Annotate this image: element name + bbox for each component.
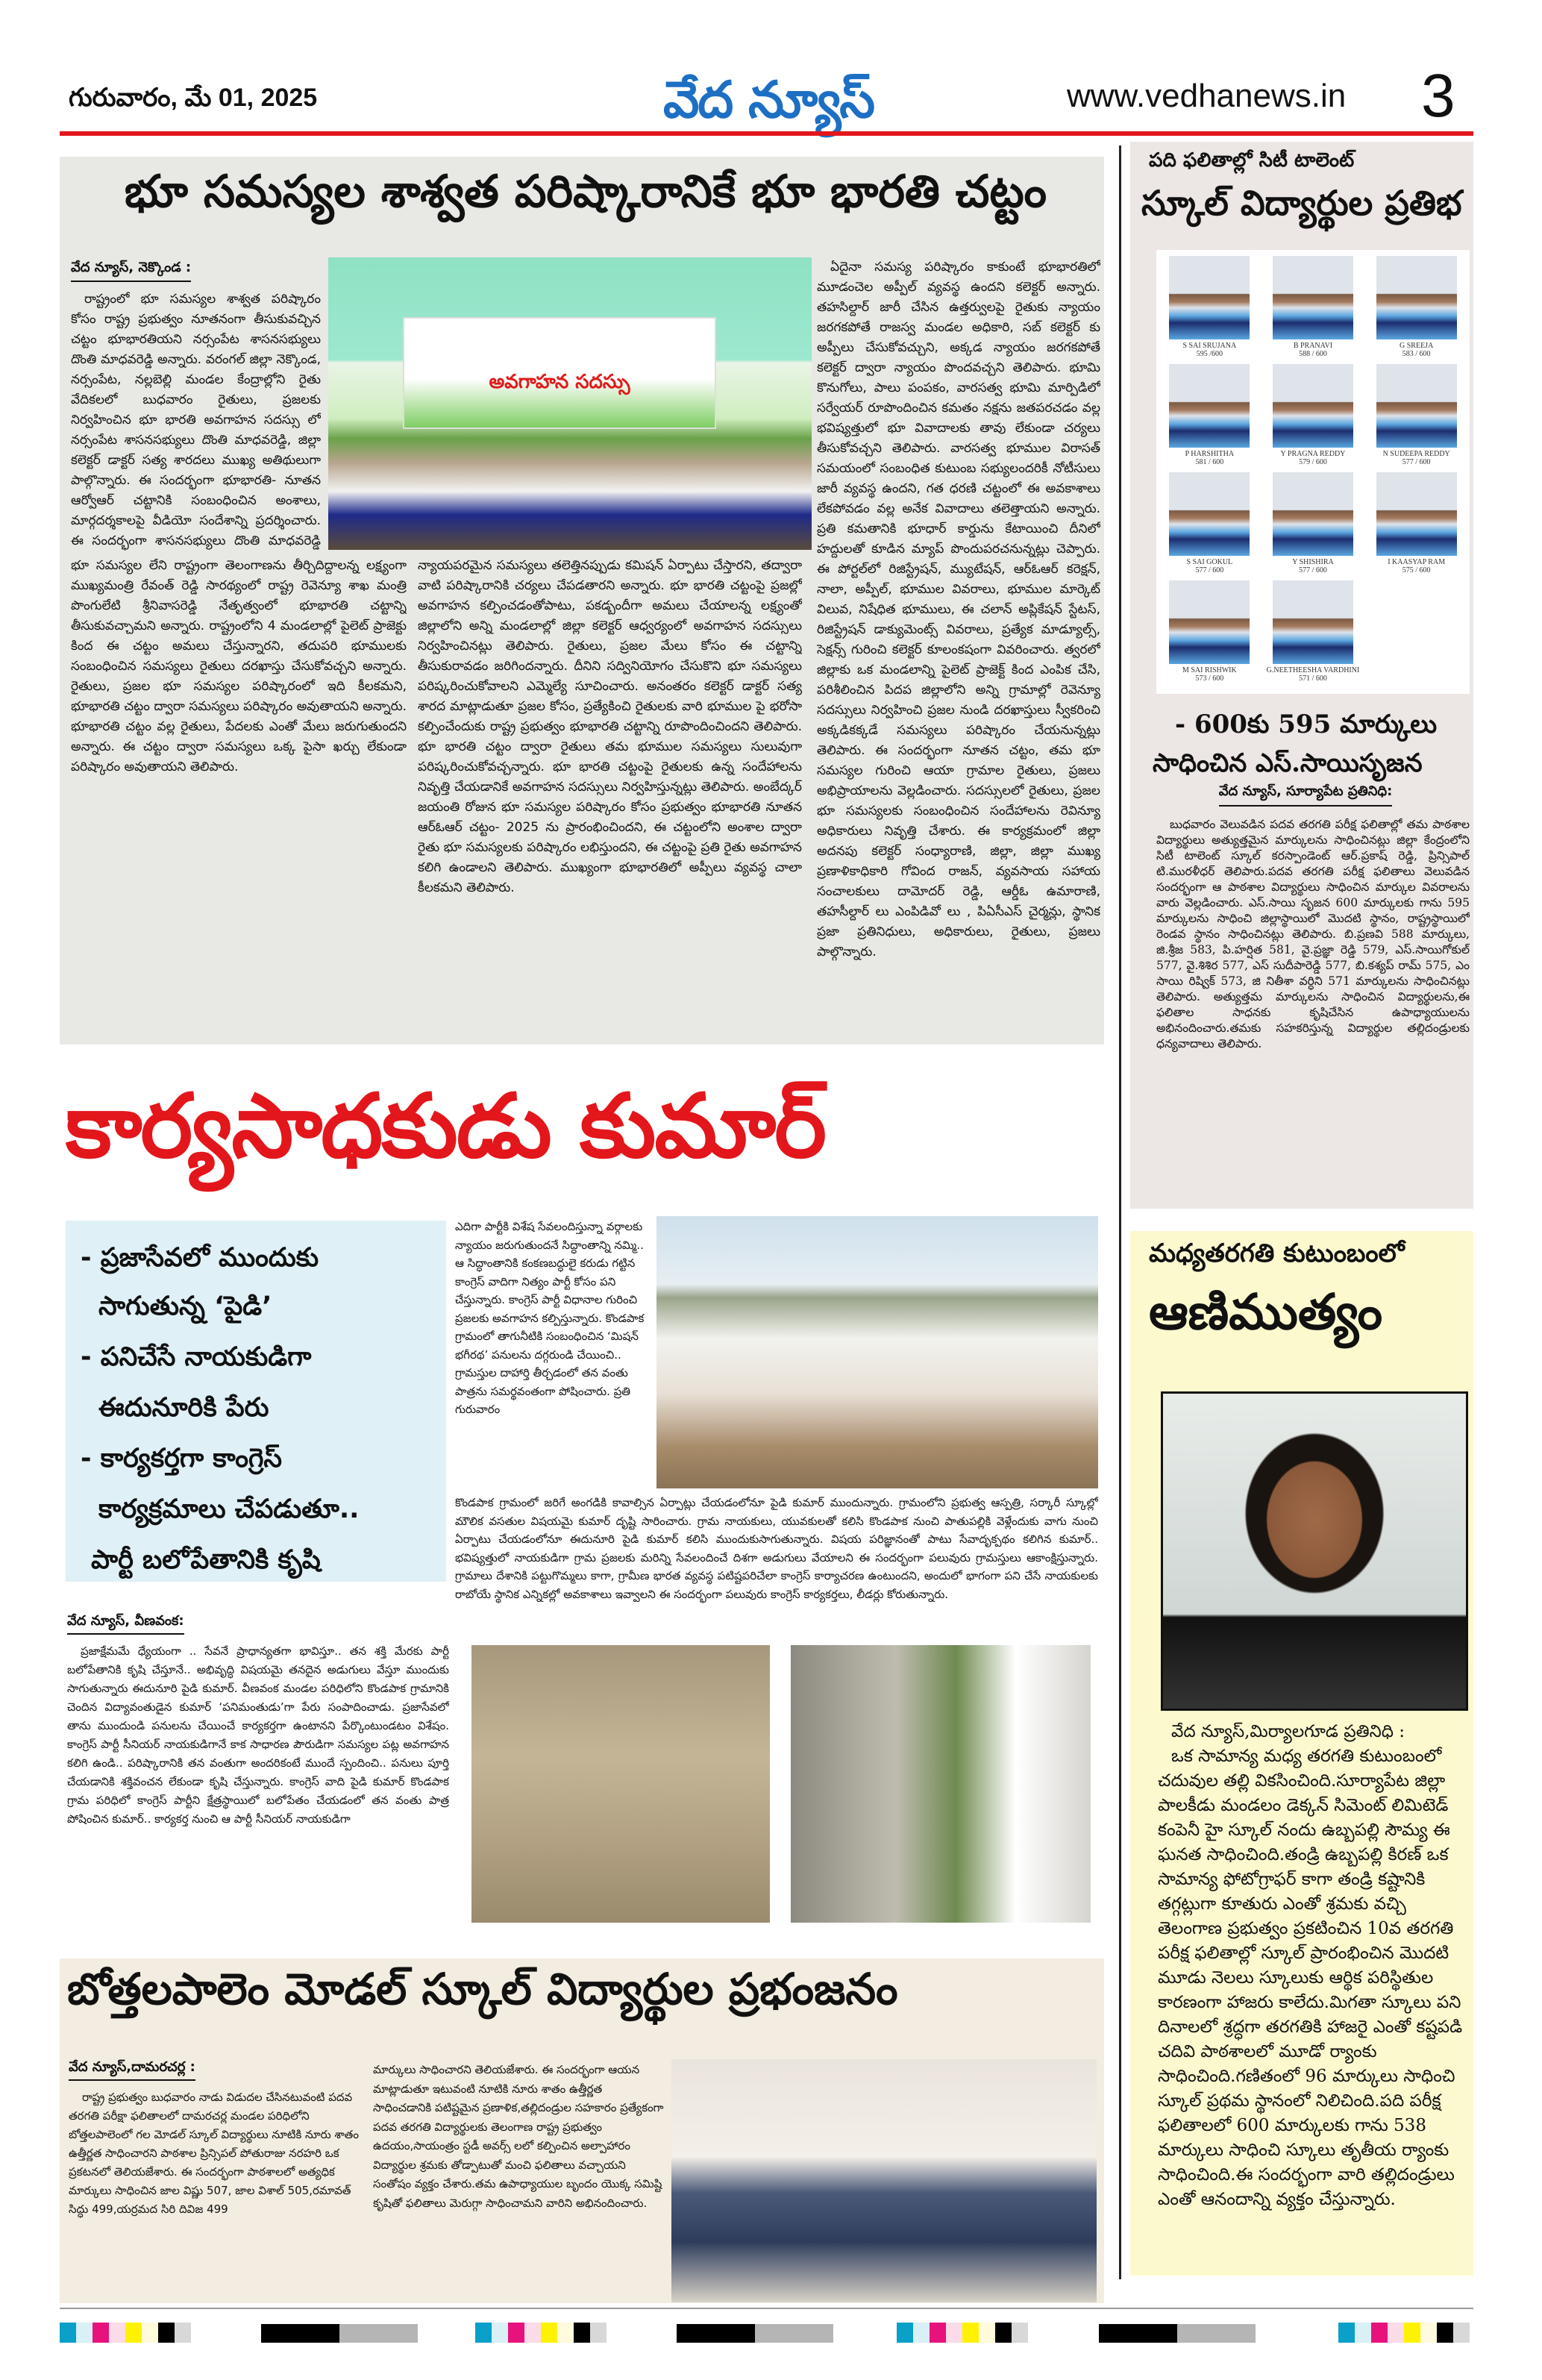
student-photo xyxy=(1273,472,1353,556)
student-score: 588 / 600 xyxy=(1299,350,1327,358)
student-card xyxy=(1161,256,1259,364)
subhead-line-1: - 600కు 595 మార్కులు xyxy=(1175,710,1438,739)
student-score: 579 / 600 xyxy=(1299,458,1327,466)
color-registration-bar xyxy=(897,2323,1028,2343)
student-score: 571 / 600 xyxy=(1299,674,1327,683)
bottom-article-col1-text: రాష్ట్ర ప్రభుత్వం బుధవారం నాడు విడుదల చేసినటువంటి పదవ తరగతి పరీక్షా ఫలితాలలో దామరచర్ల మండల పరిధిలోని బోత్తలపాలెంలో గల మోడల్ స్కూల్ విద్యార్థులు నూటికి నూరు శాతం ఉత్తీర్ణత సాధించారని పాఠశాల ప్రిన్సిపల్ పోతురాజు నరహరి ఒక ప్రకటనలో తెలియజేశారు. ఈ సందర్భంగా పాఠశాలలో అత్యధిక మార్కులు సాధించిన జాల విష్ణు 507, జాల విశాల్ 505,రమావత్ సిద్ధు 499,యర్రమద సిరి దివిజ 499 xyxy=(69,2091,359,2216)
student-card xyxy=(1264,472,1362,580)
top-article-col3 xyxy=(817,257,1100,1018)
student-score: 575 / 600 xyxy=(1402,566,1431,574)
density-bar xyxy=(677,2324,833,2343)
student-name: Y SHISHIRA xyxy=(1292,558,1334,566)
student-photo xyxy=(1169,256,1250,339)
student-photo xyxy=(1169,364,1250,448)
student-photo xyxy=(1273,256,1353,339)
student-name: N SUDEEPA REDDY xyxy=(1382,450,1450,458)
kumar-water-tank-photo xyxy=(791,1645,1091,1923)
school-results-byline: వేద న్యూస్, సూర్యాపేట ప్రతినిధి: xyxy=(1219,783,1393,807)
student-score: 573 / 600 xyxy=(1195,674,1224,683)
student-portrait-photo xyxy=(1161,1391,1468,1711)
top-article-col2 xyxy=(418,556,802,1018)
highlight-line: - పనిచేసే నాయకుడిగా xyxy=(81,1342,312,1372)
student-name: S SAI GOKUL xyxy=(1186,558,1233,566)
top-article-headline: భూ సమస్యల శాశ్వత పరిష్కారానికే భూ భారతి చట్టం xyxy=(124,166,1047,218)
density-bar xyxy=(1099,2324,1256,2343)
kumar-col1 xyxy=(67,1612,449,1925)
school-results-headline: స్కూల్ విద్యార్థుల ప్రతిభ xyxy=(1141,183,1462,223)
student-score: 581 / 600 xyxy=(1195,458,1224,466)
student-score: 595 /600 xyxy=(1196,350,1223,358)
highlight-line: - కార్యకర్తగా కాంగ్రెస్ xyxy=(81,1444,282,1474)
bottom-article-byline: వేద న్యూస్,దామరచర్ల : xyxy=(69,2058,195,2081)
student-card xyxy=(1367,364,1465,472)
color-registration-bar xyxy=(1338,2323,1470,2343)
student-name: Y PRAGNA REDDY xyxy=(1280,450,1346,458)
color-registration-bar xyxy=(60,2323,191,2343)
school-results-byline-wrap xyxy=(1149,783,1462,814)
student-score: 577 / 600 xyxy=(1299,566,1327,574)
column-divider xyxy=(1119,145,1121,2279)
student-score: 577 / 600 xyxy=(1402,458,1431,466)
student-profile-byline: వేద న్యూస్,మిర్యాలగూడ ప్రతినిధి : xyxy=(1171,1722,1405,1741)
student-score: 583 / 600 xyxy=(1402,350,1431,358)
bottom-article-col1 xyxy=(69,2058,361,2296)
student-profile-text: ఒక సామాన్య మధ్య తరగతి కుటుంబంలో చదువుల తల్లి వికసించింది.సూర్యాపేట జిల్లా పాలకీడు మండలం డెక్కన్ సిమెంట్ లిమిటెడ్ కంపెనీ హై స్కూల్ నందు ఉబ్బపల్లి సౌమ్య ఈ ఘనత సాధించింది.తండ్రి ఉబ్బపల్లి కిరణ్ ఒక సామాన్య ఫోటోగ్రాఫర్ కాగా తండ్రి కష్టానికి తగ్గట్లుగా కూతురు ఎంతో శ్రమకు వచ్చి తెలంగాణ ప్రభుత్వం ప్రకటించిన 10వ తరగతి పరీక్ష ఫలితాల్లో స్కూల్ ప్రారంభించిన మొదటి మూడు నెలలు స్కూలుకు ఆర్థిక పరిస్థితుల కారణంగా హాజరు కాలేదు.మిగతా స్కూలు పని దినాలలో శ్రద్ధగా తరగతికి హాజరై ఎంతో కష్టపడి చదివి పాఠశాలలో మూడో ర్యాంకు సాధించింది.గణితంలో 96 మార్కులు సాధించి స్కూల్ ప్రథమ స్థానంలో నిలిచింది.పది పరీక్ష ఫలితాలలో 600 మార్కులకు గాను 538 మార్కులు సాధించి స్కూలు తృతీయ ర్యాంకు సాధించింది.ఈ సందర్భంగా వారి తల్లిదండ్రులు ఎంతో ఆనందాన్ని వ్యక్తం చేస్తున్నారు. xyxy=(1158,1747,1463,2209)
kumar-col2-text: ఎదిగా పార్టీకి విశేష సేవలందిస్తున్నా వర్గాలకు న్యాయం జరుగుతుందనే సిద్ధాంతాన్ని నమ్మి.. ఆ సిద్ధాంతానికి కంకణబద్ధులై కరుడు గట్టిన కాంగ్రెస్ వాదిగా నిత్యం పార్టీ కోసం పని చేస్తున్నారు. కాంగ్రెస్ పార్టీ విధానాల గురించి ప్రజలకు అవగాహన కల్పిస్తున్నారు. కొండపాక గ్రామంలో తాగునీటికి సంబంధించిన ‘మిషన్ భగీరథ’ పనులను దగ్గరుండి చేయించి.. గ్రామస్తుల దాహార్తి తీర్చడంలో తన వంతు పాత్రను సమర్థవంతంగా పోషించారు. ప్రతి గురువారం xyxy=(455,1220,645,1416)
student-card xyxy=(1161,580,1259,689)
highlight-line: కార్యక్రమాలు చేపడుతూ.. xyxy=(98,1494,360,1524)
issue-date: గురువారం, మే 01, 2025 xyxy=(69,84,318,112)
top-article-col3-text: ఏదైనా సమస్య పరిష్కారం కాకుంటే భూభారతిలో మూడంచెల అప్పీల్ వ్యవస్థ ఉందని కలెక్టర్ అన్నారు. తహసిల్దార్ జారీ చేసిన ఉత్తర్వులపై రైతుకు న్యాయం జరగకపోతే రాజస్వ మండల అధికారి, సబ్ కలెక్టర్ కు అప్పీలు చేసుకోవచ్చుని, అక్కడ న్యాయం జరగకపోతే కలెక్టర్ ద్వారా న్యాయం పొందవచ్చని తెలిపారు. భూమి కొనుగోలు, పాలు పంపకం, వారసత్వ భూమి మార్పిడిలో సర్వేయర్ రూపొందించిన కమతం నక్షను జతపరచడం వల్ల భవిష్యత్తులో భూ వివాదాలకు తావు లేకుండా చర్యలు తీసుకోవచ్చని తెలిపారు. వారసత్వ భూముల విరాసత్ సమయంలో సంబంధిత కుటుంబ సభ్యులందరికీ నోటీసులు జారీ వ్యవస్థ ఉందని, గత ధరణి చట్టంలో ఈ అవకాశాలు లేకపోవడం వల్ల అనేక వివాదాలు తలెత్తాయని అన్నారు. ప్రతి కమతానికి భూధార్ కార్డును కేటాయించి దీనిలో హద్దులతో కూడిన మ్యాప్ పొందుపరచనున్నట్లు చెప్పారు. ఈ పోర్టల్‌లో రిజిస్ట్రేషన్, మ్యుటేషన్, ఆర్ఓఆర్ కరెక్షన్, నాలా, అప్పీల్, భూముల వివరాలు, భూముల మార్కెట్ విలువ, నిషేధిత భూములు, ఈ చలాన్ అప్లికేషన్ స్టేటస్, రిజిస్ట్రేషన్ డాక్యుమెంట్స్ వివరాలు, ప్రత్యేక మాడ్యూల్స్, సెక్షన్స్ గురించి కలెక్టర్ కూలంకషంగా వివరించారు. త్వరలో జిల్లాకు ఒక మండలాన్ని పైలెట్ ప్రాజెక్ట్ కింద ఎంపిక చేసి, పరిశీలించిన పిదప జిల్లాలోని అన్ని గ్రామాల్లో రెవెన్యూ సదస్సులు నిర్వహించి ప్రజల నుండి దరఖాస్తులు స్వీకరించి అక్కడికక్కడే సమస్యలు పరిష్కారం చేయనున్నట్లు తెలిపారు. ఈ సందర్భంగా నూతన చట్టం, తమ భూ సమస్యల గురించి ఆయా గ్రామాల రైతులు, ప్రజలు అభిప్రాయాలను వెల్లడించారు. సదస్సులలో రైతులు, ప్రజల భూ సమస్యలకు సంబంధించిన సందేహాలను రెవిన్యూ అధికారులు నివృత్తి చేశారు. ఈ కార్యక్రమంలో జిల్లా అదనపు కలెక్టర్ సంధ్యారాణి, జిల్లా, జిల్లా ముఖ్య ప్రణాళికాధికారి గోవింద రాజన్, వ్యవసాయ సహాయ సంచాలకులు దామోదర్ రెడ్డి, ఆర్డీఓ ఉమారాణి, తహసీల్దార్ లు ఎంపిడివో లు , పిఏసీఎస్ చైర్మన్లు, స్థానిక ప్రజా ప్రతినిధులు, అధికారులు, రైతులు, ప్రజలు పాల్గొన్నారు. xyxy=(817,260,1100,959)
highlight-line: పార్టీ బలోపేతానికి కృషి xyxy=(91,1545,321,1575)
school-results-kicker: పది ఫలితాల్లో సిటీ టాలెంట్ xyxy=(1149,149,1355,172)
school-results-text: బుధవారం వెలువడిన పదవ తరగతి పరీక్ష ఫలితాల్లో తమ పాఠశాల విద్యార్థులు అత్యుత్తమైన మార్కులను సాధించినట్లు జిల్లా కేంద్రంలోని సిటీ టాలెంట్ స్కూల్ కరస్పాండెంట్ ఆర్.ప్రకాష్ రెడ్డి, ప్రిన్సిపాల్ టి.మురళీధర్ తెలిపారు.పదవ తరగతి పరీక్ష ఫలితాలు వెలువడిన సందర్భంగా ఆ పాఠశాల విద్యార్థులు సాధించిన మార్కుల వివరాలను వారు వెల్లడించారు. ఎస్.సాయి సృజన 600 మార్కులకు గాను 595 మార్కులను సాధించి జిల్లాస్థాయిలో మొదటి స్థానం, రాష్ట్రస్థాయిలో రెండవ స్థానం సాధించినట్లు తెలిపారు. బి.ప్రణవి 588 మార్కులు, జి.శ్రీజ 583, పి.హర్షిత 581, వై.ప్రజ్ఞా రెడ్డి 579, ఎస్.సాయిగోకుల్ 577, వై.శిశిర 577, ఎస్ సుదీపారెడ్డి 577, బి.కశ్యప్ రామ్ 575, ఎం సాయి రిష్విక్ 573, జి నితీశా వర్ధిని 571 మార్కులను సాధించినట్లు తెలిపారు. అత్యుత్తమ మార్కులను సాధించిన విద్యార్థులను,ఈ ఫలితాల సాధనకు కృషిచేసిన ఉపాధ్యాయులను అభినందించారు.తమకు సహకరిస్తున్న విద్యార్థుల తల్లిదండ్రులకు ధన్యవాదాలు తెలిపారు. xyxy=(1156,818,1470,1050)
bottom-article-col2 xyxy=(373,2061,664,2299)
school-results-subhead xyxy=(1153,705,1466,783)
highlight-line: సాగుతున్న ‘పైడి’ xyxy=(98,1291,272,1321)
bottom-article-col2-text: మార్కులు సాధించారని తెలియజేశారు. ఈ సందర్భంగా ఆయన మాట్లాడుతూ ఇటువంటి నూటికి నూరు శాతం ఉత్తీర్ణత సాధించడానికి పటిష్టమైన ప్రణాళిక,తల్లిదండ్రుల సహకారం ప్రత్యేకంగా పదవ తరగతి విద్యార్థులకు తెలంగాణ రాష్ట్ర ప్రభుత్వం ఉదయం,సాయంత్రం స్టడీ అవర్స్ లలో కల్పించిన అల్పాహారం విద్యార్థుల శ్రమకు తోడ్పాటుతో మంచి ఫలితాలు వచ్చాయని సంతోషం వ్యక్తం చేశారు.తమ ఉపాధ్యాయుల బృందం యొక్క సమిష్టి కృషితో ఫలితాలు మెరుగ్గా సాధించామని వారిని అభినందించారు. xyxy=(373,2063,664,2210)
student-card xyxy=(1161,472,1259,580)
kumar-headline: కార్యసాధకుడు కుమార్ xyxy=(66,1074,826,1177)
student-name: G.NEETHEESHA VARDHINI xyxy=(1266,666,1360,674)
bottom-article-headline: బోత్తలపాలెం మోడల్ స్కూల్ విద్యార్థుల ప్రభంజనం xyxy=(67,1964,898,2014)
student-photo xyxy=(1169,580,1250,664)
kumar-col2 xyxy=(455,1218,651,1494)
student-profile-headline: ఆణిముత్యం xyxy=(1149,1283,1383,1341)
top-article-byline: వేద న్యూస్, నెక్కొండ : xyxy=(71,257,191,282)
kumar-highlights-box xyxy=(66,1221,446,1582)
student-photo xyxy=(1169,472,1250,556)
page-number: 3 xyxy=(1421,62,1455,130)
student-card xyxy=(1367,472,1465,580)
kumar-col1-text: ప్రజాక్షేమమే ధ్యేయంగా .. సేవనే ప్రాధాన్యతగా భావిస్తూ.. తన శక్తి మేరకు పార్టీ బలోపేతానికి కృషి చేస్తూనే.. అభివృద్ధి విషయమై తనదైన అడుగులు వేస్తూ ముందుకు సాగుతున్నారు ఈదునూరి పైడి కుమార్. వీణవంక మండల పరిధిలోని కొండపాక గ్రామానికి చెందిన విద్యావంతుడైన కుమార్ ‘పనిమంతుడు’గా పేరు సంపాదించాడు. ప్రజాసేవలో తాను ముందుండి పనులను చేయించే కార్యకర్తగా ఉంటానని పేర్కొంటుండటం విశేషం. కాంగ్రెస్ పార్టీ సీనియర్ నాయకుడిగానే కాక సాధారణ పౌరుడిగా సమస్యల పట్ల అవగాహన కలిగి ఉండి.. పరిష్కారానికి తన వంతుగా అందరికంటే ముందే స్పందించి.. పనులు పూర్తి చేయడానికి శక్తివంచన లేకుండా కృషి చేస్తున్నారు. కాంగ్రెస్ వాది పైడి కుమార్ కొండపాక గ్రామ పరిధిలో కాంగ్రెస్ పార్టీని క్షేత్రస్థాయిలో బలోపేతం చేయడంలో తన వంతు పాత్ర పోషించిన కుమార్.. కార్యకర్త నుంచి ఆ పార్టీ సీనియర్ నాయకుడిగా xyxy=(67,1644,449,1826)
student-name: P HARSHITHA xyxy=(1185,450,1235,458)
student-profile-body xyxy=(1158,1720,1471,2268)
school-staff-photo xyxy=(671,2059,1097,2302)
kumar-wide-text xyxy=(455,1494,1098,1632)
kumar-group-photo xyxy=(656,1216,1098,1488)
student-score: 577 / 600 xyxy=(1195,566,1224,574)
color-registration-bar xyxy=(475,2323,607,2343)
highlight-line: - ప్రజాసేవలో ముందుకు xyxy=(81,1243,319,1273)
kumar-field-photo xyxy=(471,1645,770,1923)
top-article-col1-upper xyxy=(71,257,321,552)
photo-banner: అవగాహన సదస్సు xyxy=(403,317,716,429)
student-card xyxy=(1161,364,1259,472)
kumar-byline: వేద న్యూస్, వీణవంక: xyxy=(67,1612,184,1635)
top-article-col1-continued: భూ సమస్యల లేని రాష్ట్రంగా తెలంగాణను తీర్చిదిద్దాలన్న లక్ష్యంగా ముఖ్యమంత్రి రేవంత్ రెడ్డి సారథ్యంలో రాష్ట్ర రెవెన్యూ శాఖ మంత్రి పొంగులేటి శ్రీనివాసరెడ్డి నేతృత్వంలో భూభారతి చట్టాన్ని తీసుకువచ్చామని అన్నారు. రాష్ట్రంలోని 4 మండలాల్లో పైలెట్ ప్రాజెక్టు కింద ఈ చట్టం అమలు చేస్తున్నారని, తదుపరి భూములకు సంబంధించిన సమస్యలు రైతులు దరఖాస్తు చేసుకోవచ్చని అన్నారు. రైతులు, ప్రజల భూ సమస్యల పరిష్కారంలో ఇది కీలకమని, భూభారతి చట్టం ద్వారా సమస్యలు పరిష్కారం అవుతాయని అన్నారు. భూభారతి చట్టం వల్ల రైతులు, పేదలకు ఎంతో మేలు జరుగుతుందని అన్నారు. ఈ చట్టం ద్వారా సమస్యలు ఒక్క పైసా ఖర్చు లేకుండా పరిష్కారం అవుతాయని తెలిపారు. xyxy=(71,558,407,774)
student-name: G SREEJA xyxy=(1400,342,1434,350)
student-profile-kicker: మధ్యతరగతి కుటుంబంలో xyxy=(1149,1238,1405,1268)
newspaper-logo: వేద న్యూస్ xyxy=(662,71,874,130)
school-results-body xyxy=(1156,817,1470,1205)
kumar-wide-paragraph: కొండపాక గ్రామంలో జరిగే అంగడికి కావాల్సిన ఏర్పాట్లు చేయడంలోనూ పైడి కుమార్ ముందున్నారు. గ్రామంలోని ప్రభుత్వ ఆస్పత్రి, సర్కారీ స్కూల్లో మౌలిక వసతుల విషయమై కుమార్ దృష్టి సారించారు. గ్రామ నాయకులు, యువకులతో కలిసి కొండపాక నుంచి పాతుపల్లికి వెళ్లేందుకు వాగు నుంచి ఏర్పాటు చేయడంలోనూ ఈదునూరి పైడి కుమార్ కలిసి ముందుకుసాగుతున్నారు. విషయ పరిజ్ఞానంతో పాటు సేవాదృక్పథం కలిగిన కుమార్.. భవిష్యత్తులో నాయకుడిగా గ్రామ ప్రజలకు మరిన్ని సేవలందించే దిశగా అడుగులు వేయాలని ఈ సందర్భంగా పలువురు గ్రామస్తులు ఆకాంక్షిస్తున్నారు. గ్రామాలు దేశానికి పట్టుగొమ్మలు కాగా, గ్రామీణ భారత వ్యవస్థ పటిష్టపరిచేలా కాంగ్రెస్ కార్యాచరణ ఉంటుందని, అందులో భాగంగా పని చేసే నాయకులకు రాబోయే స్థానిక ఎన్నికల్లో అవకాశాలు ఇవ్వాలని ఈ సందర్భంగా పలువురు కాంగ్రెస్ కార్యకర్తలు, లీడర్లు కోరుతున్నారు. xyxy=(455,1496,1098,1601)
student-name: S SAI SRUJANA xyxy=(1182,342,1237,350)
student-photo xyxy=(1376,472,1457,556)
student-card xyxy=(1264,580,1362,689)
highlight-line: ఈదునూరికి పేరు xyxy=(98,1393,269,1423)
student-name: I KAASYAP RAM xyxy=(1388,558,1446,566)
website-url[interactable]: www.vedhanews.in xyxy=(1067,78,1347,114)
student-card xyxy=(1264,256,1362,364)
meeting-photo xyxy=(328,257,812,550)
student-photo xyxy=(1273,580,1353,664)
page-bottom-rule xyxy=(60,2308,1473,2309)
student-name: B PRANAVI xyxy=(1293,342,1333,350)
student-card xyxy=(1367,256,1465,364)
student-photo xyxy=(1376,256,1457,339)
top-article-col2-text: న్యాయపరమైన సమస్యలు తలెత్తినప్పుడు కమిషన్ ఏర్పాటు చేస్తారని, తద్వారా వాటి పరిష్కారానికి చర్యలు చేపడతారని అన్నారు. భూ భారతి చట్టంపై ప్రజల్లో అవగాహన కల్పించడంతోపాటు, పకడ్బందీగా అమలు చేయాలన్న లక్ష్యంతో జిల్లాలోని అన్ని మండలాల్లో జిల్లా కలెక్టర్ ఆధ్వర్యంలో అవగాహన సదస్సులు నిర్వహించినట్లు తెలిపారు. రైతులు, ప్రజల మేలు కోసం ఈ చట్టాన్ని తీసుకురావడం జరిగిందన్నారు. దీనిని సద్వినియోగం చేసుకొని భూ సమస్యలు పరిష్కరించుకోవాలని ఎమ్మెల్యే సూచించారు. అనంతరం కలెక్టర్ డాక్టర్ సత్య శారద మాట్లాడుతూ ప్రజల కోసం, ప్రత్యేకించి రైతులకు వారి భూముల పై భరోసా కల్పించేందుకు రాష్ట్ర ప్రభుత్వం భూభారతి చట్టాన్ని రూపొందించిందని తెలిపారు. భూ భారతి చట్టం ద్వారా రైతులు తమ భూముల సమస్యలు సులువుగా పరిష్కరించుకోవచ్చన్నారు. భూ భారతి చట్టంపై రైతులకు ఉన్న సందేహాలను నివృత్తి చేయడానికే అవగాహన సదస్సులు నిర్వహిస్తున్నట్లు తెలిపారు. అంబేద్కర్ జయంతి రోజున భూ సమస్యల పరిష్కారం కోసం ప్రభుత్వం భూభారతి నూతన ఆర్ఓఆర్ చట్టం- 2025 ను ప్రారంభించిందని, ఈ చట్టంలోని అంశాల ద్వారా రైతు భూ సమస్యలకు పరిష్కారం లభిస్తుందని, ఈ చట్టంపై ప్రతి రైతు అవగాహన కలిగి ఉండాలని తెలిపారు. ముఖ్యంగా భూభారతిలో అప్పీలు వ్యవస్థ చాలా కీలకమని తెలిపారు. xyxy=(418,558,802,895)
top-article-col1-lower xyxy=(71,556,407,1037)
student-photo xyxy=(1273,364,1353,448)
density-bar xyxy=(261,2324,418,2343)
student-name: M SAI RISHWIK xyxy=(1182,666,1237,674)
subhead-line-2: సాధించిన ఎస్.సాయిసృజన xyxy=(1153,748,1423,778)
student-card xyxy=(1264,364,1362,472)
masthead-divider xyxy=(60,131,1473,136)
student-photo-grid xyxy=(1156,250,1470,694)
top-article-col1-text: రాష్ట్రంలో భూ సమస్యల శాశ్వత పరిష్కారం కోసం రాష్ట్ర ప్రభుత్వం నూతనంగా తీసుకువచ్చిన చట్టం భూభారతియని నర్సంపేట శాసనసభ్యులు దొంతి మాధవరెడ్డి అన్నారు. వరంగల్ జిల్లా నెక్కొండ, నర్సంపేట, నల్లబెల్లి మండల కేంద్రాల్లోని రైతు వేదికలలో బుధవారం రైతులు, ప్రజలకు నిర్వహించిన భూ భారతి అవగాహన సదస్సు లో నర్సంపేట శాసనసభ్యులు దొంతి మాధవరెడ్డి, జిల్లా కలెక్టర్ డాక్టర్ సత్య శారదలు ముఖ్య అతిథులుగా పాల్గొన్నారు. ఈ సందర్భంగా భూభారతి- నూతన ఆర్వోఆర్ చట్టానికి సంబంధించిన అంశాలు, మార్గదర్శకాలపై వీడియో సందేశాన్ని ప్రదర్శించారు. ఈ సందర్భంగా శాసనసభ్యులు దొంతి మాధవరెడ్డి xyxy=(71,292,321,548)
student-photo xyxy=(1376,364,1457,448)
